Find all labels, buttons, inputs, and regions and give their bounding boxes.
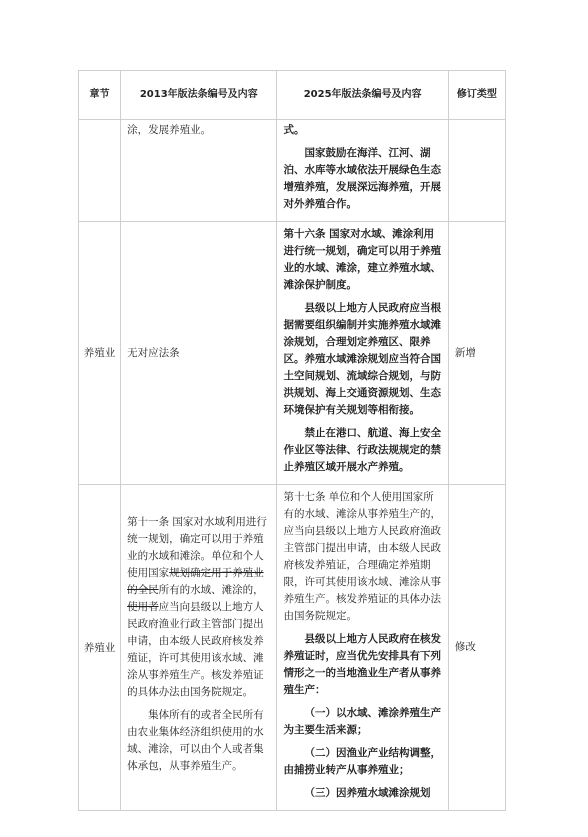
chapter-cell — [79, 120, 121, 222]
chapter-cell: 养殖业 — [79, 485, 121, 811]
new-law-text: 禁止在港口、航道、海上安全作业区等法律、行政法规规定的禁止养殖区域开展水产养殖。 — [283, 427, 441, 473]
deleted-text: 使用者 — [127, 601, 159, 613]
deleted-text: 规划确定用于养殖业的全民 — [127, 567, 264, 596]
new-law-text: 县级以上地方人民政府应当根据需要组织编制并实施养殖水域滩涂规划，合理划定养殖区、限养区。养殖水域滩涂规划应当符合国土空间规划、流域综合规划，与防洪规划、海上交通资源规划、生态环境保护有关规划等相衔接。 — [283, 302, 441, 416]
list-item: （一）以水域、滩涂养殖生产为主要生活来源； — [283, 707, 441, 736]
old-law-text: 集体所有的或者全民所有由农业集体经济组织使用的水域、滩涂，可以由个人或者集体承包，从事养殖生产。 — [127, 709, 264, 772]
header-2013: 2013年版法条编号及内容 — [121, 71, 277, 120]
chapter-cell: 养殖业 — [79, 222, 121, 485]
list-item: （三）因养殖水域滩涂规划 — [304, 787, 431, 799]
new-law-cell — [277, 222, 448, 485]
revision-type-cell — [448, 120, 505, 222]
old-law-cell — [121, 485, 277, 811]
revision-type-cell: 新增 — [448, 222, 505, 485]
table-row — [79, 222, 506, 485]
new-law-text: 第十六条 国家对水域、滩涂利用进行统一规划，确定可以用于养殖业的水域、滩涂，建立养殖水域、滩涂保护制度。 — [283, 228, 441, 291]
table-row — [79, 120, 506, 222]
new-law-cell — [277, 485, 448, 811]
header-type: 修订类型 — [448, 71, 505, 120]
list-item: （二）因渔业产业结构调整，由捕捞业转产从事养殖业； — [283, 747, 441, 776]
new-law-text: 式。 — [283, 124, 305, 136]
old-law-text: 第十一条 国家对水域利用进行统一规划，确定可以用于养殖业的水域和滩涂。单位和个人使用国家规划确定用于养殖业的全民所有的水域、滩涂的，使用者应当向县级以上地方人民政府渔业行政主管部门提出申请，由本级人民政府核发养殖证，许可其使用该水域、滩涂从事养殖生产。核发养殖证的具体办法由国务院规定。 — [127, 516, 267, 698]
new-law-text: 第十七条 单位和个人使用国家所有的水域、滩涂从事养殖生产的，应当向县级以上地方人民政府渔政主管部门提出申请，由本级人民政府核发养殖证，合理确定养殖期限，许可其使用该水域、滩涂从事养殖生产。核发养殖证的具体办法由国务院规定。 — [283, 491, 441, 622]
header-2025: 2025年版法条编号及内容 — [277, 71, 448, 120]
old-law-cell — [121, 120, 277, 222]
header-chapter: 章节 — [79, 71, 121, 120]
comparison-table — [78, 70, 506, 811]
new-law-cell — [277, 120, 448, 222]
table-row — [79, 485, 506, 811]
old-law-text: 涂，发展养殖业。 — [127, 124, 212, 136]
revision-type-cell: 修改 — [448, 485, 505, 811]
new-law-text: 县级以上地方人民政府在核发养殖证时，应当优先安排具有下列情形之一的当地渔业生产者从事养殖生产： — [283, 633, 441, 696]
header-row — [79, 71, 506, 120]
old-law-cell: 无对应法条 — [121, 222, 277, 485]
new-law-text: 国家鼓励在海洋、江河、湖泊、水库等水域依法开展绿色生态增殖养殖，发展深远海养殖，开展对外养殖合作。 — [283, 147, 441, 210]
